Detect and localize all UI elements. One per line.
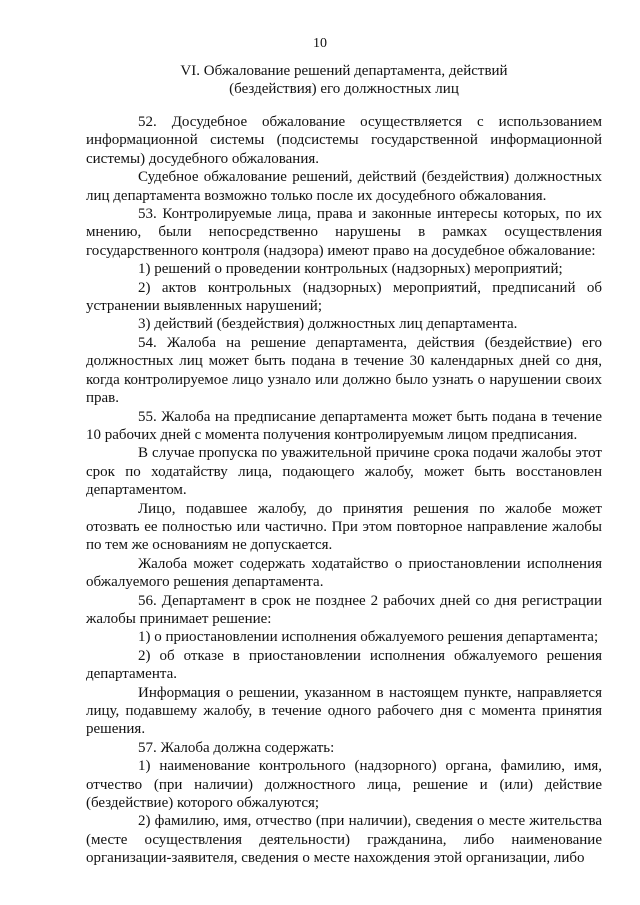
list-item-53-2: 2) актов контрольных (надзорных) мероприятий, предписаний об устранении выявленных нарушений; [86,279,602,315]
list-item-56-2: 2) об отказе в приостановлении исполнения обжалуемого решения департамента. [86,647,602,683]
paragraph-decision-info: Информация о решении, указанном в настоящем пункте, направляется лицу, подавшему жалобу, в течение одного рабочего дня с момента принятия решения. [86,684,602,738]
paragraph-52: 52. Досудебное обжалование осуществляется с использованием информационной системы (подсистемы государственной информационной системы) досудебного обжалования. [86,114,602,167]
page-number: 10 [313,36,327,51]
document-body [86,113,602,868]
list-item-53-1: 1) решений о проведении контрольных (надзорных) мероприятий; [138,261,563,278]
section-heading-line-1: VI. Обжалование решений департамента, действий [180,63,508,79]
section-heading [86,62,602,98]
list-item-57-1: 1) наименование контрольного (надзорного) органа, фамилию, имя, отчество (при наличии) должностного лица, решение и (или) действие (бездействие) которого обжалуются; [86,758,602,812]
paragraph-55: 55. Жалоба на предписание департамента может быть подана в течение 10 рабочих дней с момента получения контролируемым лицом предписания. [86,408,602,443]
paragraph-53: 53. Контролируемые лица, права и законные интересы которых, по их мнению, были непосредственно нарушены в рамках осуществления государственного контроля (надзора) имеют право на досудебное обжалование: [86,206,602,259]
paragraph-court-appeal: Судебное обжалование решений, действий (бездействия) должностных лиц департамента возможно только после их досудебного обжалования. [86,169,602,204]
list-item-57-2: 2) фамилию, имя, отчество (при наличии), сведения о месте жительства (месте осуществления деятельности) гражданина, либо наименование организации-заявителя, сведения о месте нахождения этой организации, либо [86,813,602,867]
paragraph-56: 56. Департамент в срок не позднее 2 рабочих дней со дня регистрации жалобы принимает решение: [86,592,602,627]
section-heading-line-2: (бездействия) его должностных лиц [229,81,459,97]
list-item-53-3: 3) действий (бездействия) должностных лиц департамента. [138,316,518,333]
paragraph-54: 54. Жалоба на решение департамента, действия (бездействие) его должностных лиц может быть подана в течение 30 календарных дней со дня, когда контролируемое лицо узнало или должно было узнать о нарушении своих прав. [86,334,602,407]
paragraph-suspension-request: Жалоба может содержать ходатайство о приостановлении исполнения обжалуемого решения департамента. [86,555,602,591]
paragraph-57: 57. Жалоба должна содержать: [138,739,335,756]
paragraph-deadline-restore: В случае пропуска по уважительной причине срока подачи жалобы этот срок по ходатайству лица, подающего жалобу, может быть восстановлен департаментом. [86,445,602,499]
list-item-56-1: 1) о приостановлении исполнения обжалуемого решения департамента; [138,629,599,646]
paragraph-withdraw: Лицо, подавшее жалобу, до принятия решения по жалобе может отозвать ее полностью или частично. При этом повторное направление жалобы по тем же основаниям не допускается. [86,500,602,554]
